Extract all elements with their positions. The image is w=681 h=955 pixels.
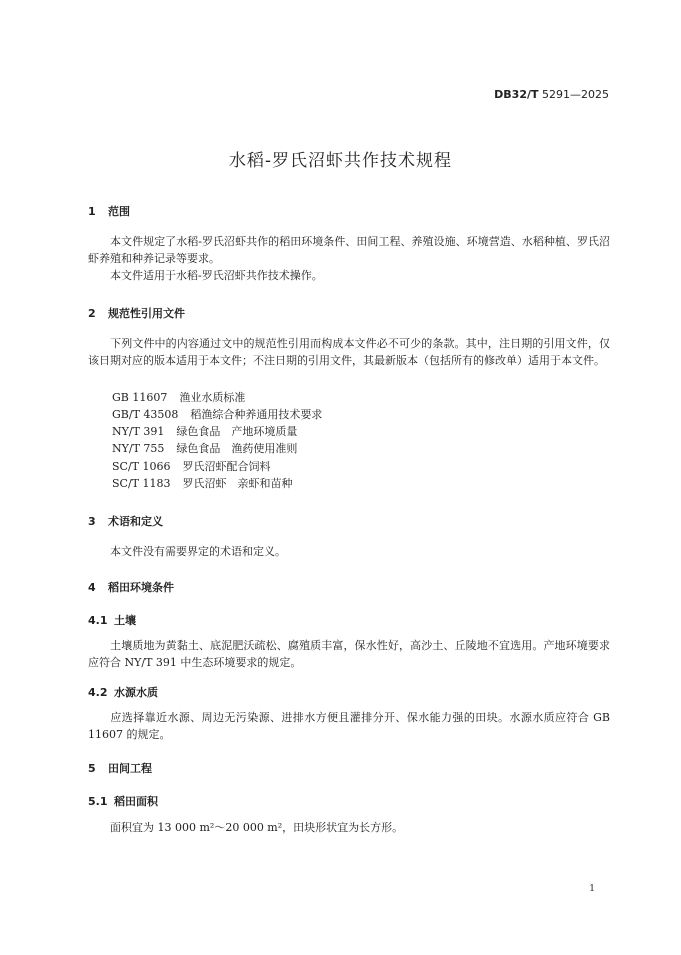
section-heading-4-1: 4.1 土壤 [88, 614, 136, 627]
document-title: 水稻-罗氏沼虾共作技术规程 [228, 151, 453, 171]
section-heading-4-2: 4.2 水源水质 [88, 686, 158, 699]
standard-number: DB32/T 5291—2025 [494, 88, 609, 101]
section-heading-5-1: 5.1 稻田面积 [88, 795, 158, 808]
reference-item: NY/T 755 绿色食品 渔药使用准则 [112, 442, 298, 455]
paragraph-scope-1: 本文件规定了水稻-罗氏沼虾共作的稻田环境条件、田间工程、养殖设施、环境营造、水稻种植、罗氏沼虾养殖和种养记录等要求。 [88, 235, 610, 265]
paragraph-scope-2: 本文件适用于水稻-罗氏沼虾共作技术操作。 [110, 269, 323, 282]
paragraph-water: 应选择靠近水源、周边无污染源、进排水方便且灌排分开、保水能力强的田块。水源水质应符合 GB 11607 的规定。 [88, 711, 610, 741]
reference-item: GB 11607 渔业水质标准 [112, 391, 246, 404]
paragraph-normative-refs: 下列文件中的内容通过文中的规范性引用而构成本文件必不可少的条款。其中，注日期的引用文件，仅该日期对应的版本适用于本文件；不注日期的引用文件，其最新版本（包括所有的修改单）适用于本文件。 [88, 337, 610, 367]
section-heading-3: 3 术语和定义 [88, 515, 163, 528]
section-heading-5: 5 田间工程 [88, 762, 152, 775]
reference-item: SC/T 1183 罗氏沼虾 亲虾和苗种 [112, 477, 293, 490]
section-heading-1: 1 范围 [88, 205, 130, 218]
reference-item: SC/T 1066 罗氏沼虾配合饲料 [112, 460, 271, 473]
page-number: 1 [589, 884, 595, 894]
paragraph-field-area: 面积宜为 13 000 m²～20 000 m²，田块形状宜为长方形。 [110, 821, 404, 834]
reference-item: NY/T 391 绿色食品 产地环境质量 [112, 425, 298, 438]
section-heading-2: 2 规范性引用文件 [88, 307, 185, 320]
paragraph-terms: 本文件没有需要界定的术语和定义。 [110, 545, 286, 558]
section-heading-4: 4 稻田环境条件 [88, 581, 174, 594]
reference-item: GB/T 43508 稻渔综合种养通用技术要求 [112, 408, 323, 421]
paragraph-soil: 土壤质地为黄黏土、底泥肥沃疏松、腐殖质丰富，保水性好，高沙土、丘陵地不宜选用。产地环境要求应符合 NY/T 391 中生态环境要求的规定。 [88, 639, 610, 669]
